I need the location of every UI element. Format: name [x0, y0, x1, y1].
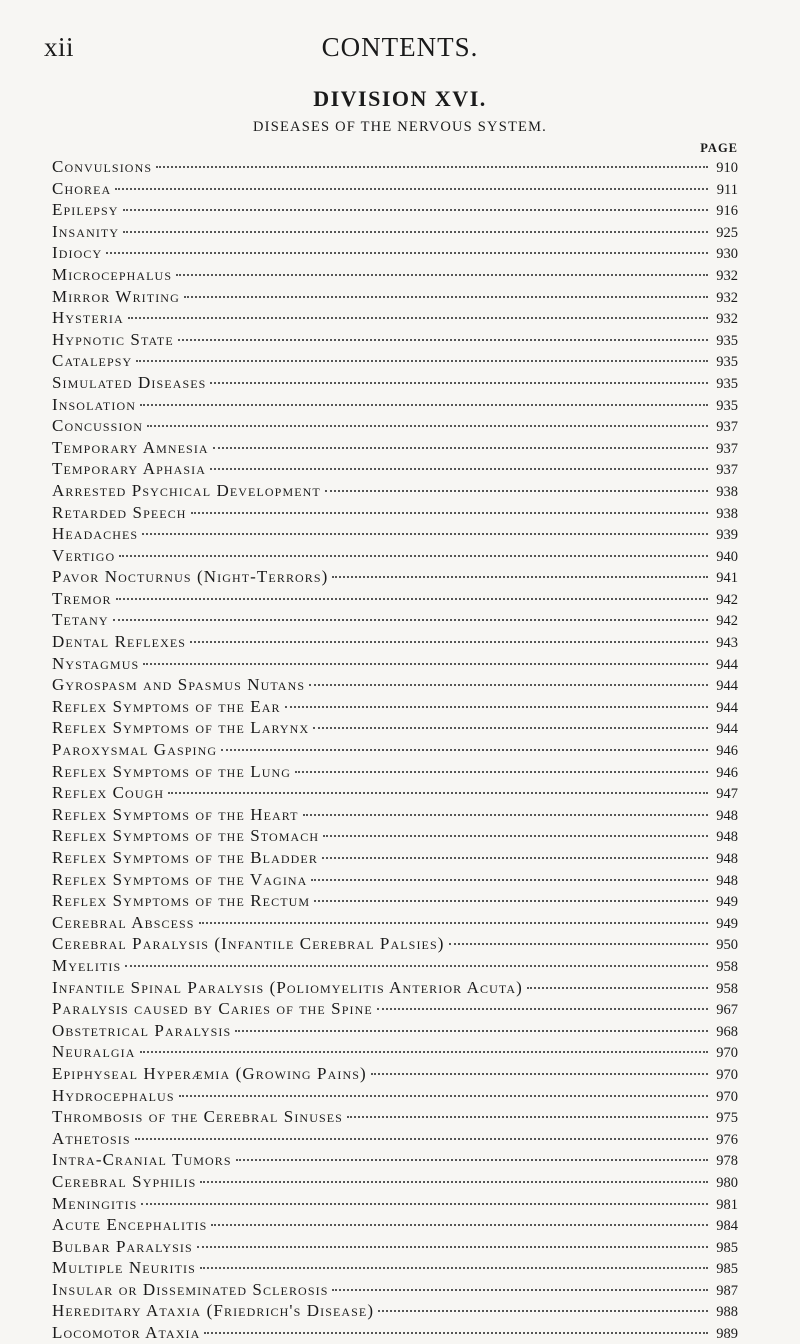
toc-entry: [52, 1236, 738, 1258]
toc-entry-page: 946: [716, 743, 738, 760]
dot-leader: [197, 1246, 708, 1248]
toc-entry: [52, 1257, 738, 1279]
toc-entry-title: Nystagmus: [52, 653, 140, 673]
toc-entry-title: Neuralgia: [52, 1042, 136, 1062]
toc-entry: [52, 1322, 738, 1344]
toc-entry: [52, 1041, 738, 1063]
toc-entry-page: 947: [716, 786, 738, 803]
toc-entry-title: Myelitis: [52, 955, 122, 975]
toc-entry: [52, 1171, 738, 1193]
toc-entry: [52, 609, 738, 631]
toc-entry: [52, 1149, 738, 1171]
toc-entry-title: Idiocy: [52, 243, 103, 263]
dot-leader: [371, 1073, 708, 1075]
toc-entry-page: 968: [716, 1023, 738, 1040]
toc-entry-title: Paroxysmal Gasping: [52, 740, 218, 760]
toc-entry-title: Chorea: [52, 178, 112, 198]
toc-entry-title: Dental Reflexes: [52, 632, 187, 652]
toc-entry-page: 970: [716, 1045, 738, 1062]
toc-entry-title: Microcephalus: [52, 264, 173, 284]
dot-leader: [135, 1138, 708, 1140]
toc-entry: [52, 545, 738, 567]
toc-entry-page: 989: [716, 1326, 738, 1343]
page-number: xii: [44, 32, 75, 62]
toc-entry: [52, 847, 738, 869]
toc-entry: [52, 1020, 738, 1042]
toc-entry-title: Temporary Aphasia: [52, 459, 207, 479]
running-head: [44, 32, 756, 66]
dot-leader: [178, 339, 708, 341]
toc-entry-page: 949: [716, 894, 738, 911]
toc-entry-title: Concussion: [52, 416, 144, 436]
dot-leader: [119, 555, 708, 557]
toc-entry: [52, 890, 738, 912]
toc-entry: [52, 739, 738, 761]
toc-entry: [52, 782, 738, 804]
toc-entry-title: Reflex Symptoms of the Bladder: [52, 848, 318, 867]
dot-leader: [527, 987, 708, 989]
toc-entry-page: 942: [716, 591, 738, 608]
toc-entry: [52, 998, 738, 1020]
toc-entry-title: Insolation: [52, 394, 136, 414]
toc-entry-title: Tremor: [52, 588, 112, 608]
toc-entry-page: 978: [716, 1153, 738, 1170]
dot-leader: [235, 1030, 708, 1032]
toc-entry: [52, 804, 738, 826]
toc-entry: [52, 653, 738, 675]
toc-entry-page: 944: [716, 656, 738, 673]
toc-entry-page: 935: [716, 375, 738, 392]
toc-entry-page: 981: [716, 1196, 738, 1213]
toc-entry-page: 944: [716, 699, 738, 716]
toc-entry: [52, 1128, 738, 1150]
toc-entry: [52, 329, 738, 351]
toc-entry-page: 970: [716, 1088, 738, 1105]
dot-leader: [210, 468, 708, 470]
dot-leader: [213, 447, 708, 449]
toc-entry-page: 970: [716, 1066, 738, 1083]
toc-entry-title: Tetany: [52, 610, 109, 630]
toc-entry-title: Cerebral Syphilis: [52, 1171, 197, 1191]
toc-entry-page: 940: [716, 548, 738, 565]
toc-entry: [52, 955, 738, 977]
dot-leader: [168, 792, 708, 794]
toc-entry-title: Arrested Psychical Development: [52, 480, 321, 500]
dot-leader: [113, 619, 708, 621]
toc-entry-title: Headaches: [52, 524, 139, 544]
toc-entry: [52, 502, 738, 524]
toc-entry-page: 948: [716, 872, 738, 889]
toc-entry-page: 967: [716, 1002, 738, 1019]
toc-entry-page: 935: [716, 332, 738, 349]
toc-entry-title: Reflex Symptoms of the Lung: [52, 761, 292, 781]
toc-entry: [52, 696, 738, 718]
toc-entry-page: 987: [716, 1282, 738, 1299]
dot-leader: [221, 749, 708, 751]
toc-entry: [52, 1085, 738, 1107]
toc-entry-title: Multiple Neuritis: [52, 1258, 196, 1278]
dot-leader: [199, 922, 708, 924]
toc-entry-page: 975: [716, 1110, 738, 1127]
dot-leader: [141, 1203, 708, 1205]
toc-entry-title: Cerebral Abscess: [52, 912, 195, 932]
dot-leader: [123, 231, 708, 233]
toc-entry: [52, 221, 738, 243]
toc-entry-title: Gyrospasm and Spasmus Nutans: [52, 675, 306, 695]
toc-entry-title: Cerebral Paralysis (Infantile Cerebral Palsies): [52, 934, 445, 954]
toc-entry-page: 930: [716, 246, 738, 263]
toc-entry-title: Pavor Nocturnus (Night-Terrors): [52, 567, 329, 587]
toc-entry-page: 958: [716, 958, 738, 975]
toc-entry: [52, 415, 738, 437]
page-column-label: PAGE: [700, 141, 738, 155]
toc-entry-page: 948: [716, 807, 738, 824]
toc-entry: [52, 825, 738, 847]
toc-entry-page: 935: [716, 397, 738, 414]
toc-entry-title: Retarded Speech: [52, 502, 187, 522]
dot-leader: [156, 166, 708, 168]
toc-entry: [52, 480, 738, 502]
toc-entry: [52, 350, 738, 372]
toc-entry: [52, 242, 738, 264]
dot-leader: [295, 771, 708, 773]
section-subtitle: DISEASES OF THE NERVOUS SYSTEM.: [253, 119, 547, 135]
dot-leader: [378, 1310, 708, 1312]
dot-leader: [211, 1224, 708, 1226]
toc-entry: [52, 199, 738, 221]
toc-entry-title: Hysteria: [52, 308, 124, 328]
toc-entry: [52, 394, 738, 416]
toc-entry-title: Bulbar Paralysis: [52, 1236, 193, 1256]
toc-entry-title: Athetosis: [52, 1128, 131, 1148]
toc-entry-page: 939: [716, 527, 738, 544]
toc-entry-title: Hypnotic State: [52, 329, 174, 349]
dot-leader: [128, 317, 708, 319]
toc-entry-page: 943: [716, 635, 738, 652]
dot-leader: [285, 706, 708, 708]
toc-entry-page: 932: [716, 267, 738, 284]
toc-entry-page: 938: [716, 483, 738, 500]
toc-entry-title: Catalepsy: [52, 351, 133, 371]
dot-leader: [313, 727, 708, 729]
toc-entry-page: 985: [716, 1239, 738, 1256]
dot-leader: [184, 296, 708, 298]
toc-entry: [52, 307, 738, 329]
dot-leader: [377, 1008, 708, 1010]
dot-leader: [125, 965, 708, 967]
toc-entry-page: 925: [716, 224, 738, 241]
toc-entry-page: 932: [716, 311, 738, 328]
dot-leader: [347, 1116, 708, 1118]
toc-entry-title: Hereditary Ataxia (Friedrich's Disease): [52, 1301, 375, 1321]
toc-entry: [52, 933, 738, 955]
toc-entry-page: 942: [716, 613, 738, 630]
dot-leader: [179, 1095, 708, 1097]
toc-entry-title: Mirror Writing: [52, 286, 180, 306]
toc-entry: [52, 264, 738, 286]
toc-entry-page: 910: [716, 160, 738, 176]
dot-leader: [303, 814, 708, 816]
toc-entry-page: 944: [716, 678, 738, 695]
toc-entry-page: 916: [716, 203, 738, 220]
toc-entry: [52, 1214, 738, 1236]
dot-leader: [332, 1289, 708, 1291]
toc-entry-page: 937: [716, 462, 738, 479]
toc-entry-title: Simulated Diseases: [52, 372, 207, 392]
toc-entry: [52, 286, 738, 308]
toc-entry-title: Reflex Symptoms of the Stomach: [52, 826, 320, 846]
toc-entry-title: Temporary Amnesia: [52, 437, 209, 457]
running-title: CONTENTS.: [321, 32, 479, 62]
dot-leader: [325, 490, 708, 492]
toc-entry-page: 948: [716, 829, 738, 846]
toc-entry: [52, 372, 738, 394]
toc-entry-page: 935: [716, 354, 738, 371]
toc-entry-page: 937: [716, 440, 738, 457]
toc-entry-title: Reflex Symptoms of the Vagina: [52, 869, 308, 889]
dot-leader: [176, 274, 708, 276]
dot-leader: [204, 1332, 708, 1334]
toc-entry-title: Reflex Cough: [52, 783, 165, 803]
toc-entry: [52, 717, 738, 739]
toc-entry-title: Hydrocephalus: [52, 1085, 175, 1105]
toc-entry-title: Reflex Symptoms of the Larynx: [52, 718, 310, 738]
toc-entry-title: Acute Encephalitis: [52, 1215, 208, 1235]
toc-entry-page: 985: [716, 1261, 738, 1278]
toc-entry-page: 941: [716, 570, 738, 587]
toc-entry-title: Locomotor Ataxia: [52, 1323, 201, 1343]
dot-leader: [200, 1181, 708, 1183]
toc-entry-title: Insanity: [52, 221, 120, 241]
toc-entry-page: 988: [716, 1304, 738, 1321]
contents-list: [52, 156, 738, 1344]
toc-entry-title: Paralysis caused by Caries of the Spine: [52, 999, 373, 1019]
toc-entry-title: Infantile Spinal Paralysis (Poliomyelitis Anterior Acuta): [52, 977, 523, 997]
dot-leader: [314, 900, 708, 902]
toc-entry-page: 984: [716, 1218, 738, 1235]
toc-entry-title: Convulsions: [52, 157, 153, 176]
toc-entry-title: Epiphyseal Hyperæmia (Growing Pains): [52, 1063, 367, 1083]
dot-leader: [106, 252, 708, 254]
toc-entry: [52, 1279, 738, 1301]
toc-entry: [52, 1300, 738, 1322]
toc-entry-title: Obstetrical Paralysis: [52, 1020, 232, 1040]
dot-leader: [143, 663, 708, 665]
toc-entry-title: Reflex Symptoms of the Ear: [52, 696, 281, 716]
toc-entry-page: 949: [716, 915, 738, 932]
toc-entry: [52, 156, 738, 178]
dot-leader: [123, 209, 708, 211]
toc-entry-title: Thrombosis of the Cerebral Sinuses: [52, 1107, 343, 1127]
toc-entry-page: 980: [716, 1174, 738, 1191]
toc-entry-page: 911: [716, 181, 738, 198]
toc-entry: [52, 1106, 738, 1128]
dot-leader: [116, 598, 708, 600]
dot-leader: [191, 512, 708, 514]
dot-leader: [147, 425, 708, 427]
toc-entry-page: 938: [716, 505, 738, 522]
toc-entry: [52, 437, 738, 459]
toc-entry-page: 937: [716, 419, 738, 436]
toc-entry: [52, 523, 738, 545]
toc-entry-title: Reflex Symptoms of the Heart: [52, 804, 299, 824]
toc-entry: [52, 869, 738, 891]
toc-entry: [52, 674, 738, 696]
division-heading: DIVISION XVI.: [313, 86, 487, 111]
dot-leader: [142, 533, 708, 535]
dot-leader: [322, 857, 708, 859]
dot-leader: [115, 188, 708, 190]
toc-entry: [52, 1063, 738, 1085]
dot-leader: [136, 360, 708, 362]
dot-leader: [200, 1267, 708, 1269]
toc-entry-title: Epilepsy: [52, 200, 119, 220]
dot-leader: [311, 879, 708, 881]
toc-entry: [52, 977, 738, 999]
dot-leader: [236, 1159, 708, 1161]
dot-leader: [140, 404, 708, 406]
toc-entry-title: Reflex Symptoms of the Rectum: [52, 891, 311, 911]
toc-entry-title: Intra-Cranial Tumors: [52, 1150, 232, 1170]
dot-leader: [309, 684, 708, 686]
dot-leader: [332, 576, 708, 578]
toc-entry-title: Insular or Disseminated Sclerosis: [52, 1279, 329, 1299]
toc-entry-page: 944: [716, 721, 738, 738]
toc-entry: [52, 631, 738, 653]
toc-entry: [52, 458, 738, 480]
toc-entry-title: Meningitis: [52, 1193, 138, 1213]
toc-entry-page: 946: [716, 764, 738, 781]
toc-entry-page: 958: [716, 980, 738, 997]
toc-entry: [52, 912, 738, 934]
toc-entry: [52, 566, 738, 588]
toc-entry: [52, 761, 738, 783]
dot-leader: [140, 1051, 708, 1053]
toc-entry-page: 948: [716, 851, 738, 867]
dot-leader: [190, 641, 708, 643]
dot-leader: [449, 943, 708, 945]
toc-entry-page: 976: [716, 1131, 738, 1148]
dot-leader: [323, 835, 708, 837]
toc-entry: [52, 588, 738, 610]
toc-entry-page: 932: [716, 289, 738, 306]
dot-leader: [210, 382, 708, 384]
toc-entry-title: Vertigo: [52, 545, 116, 565]
toc-entry-page: 950: [716, 937, 738, 954]
toc-entry: [52, 178, 738, 200]
toc-entry: [52, 1193, 738, 1215]
